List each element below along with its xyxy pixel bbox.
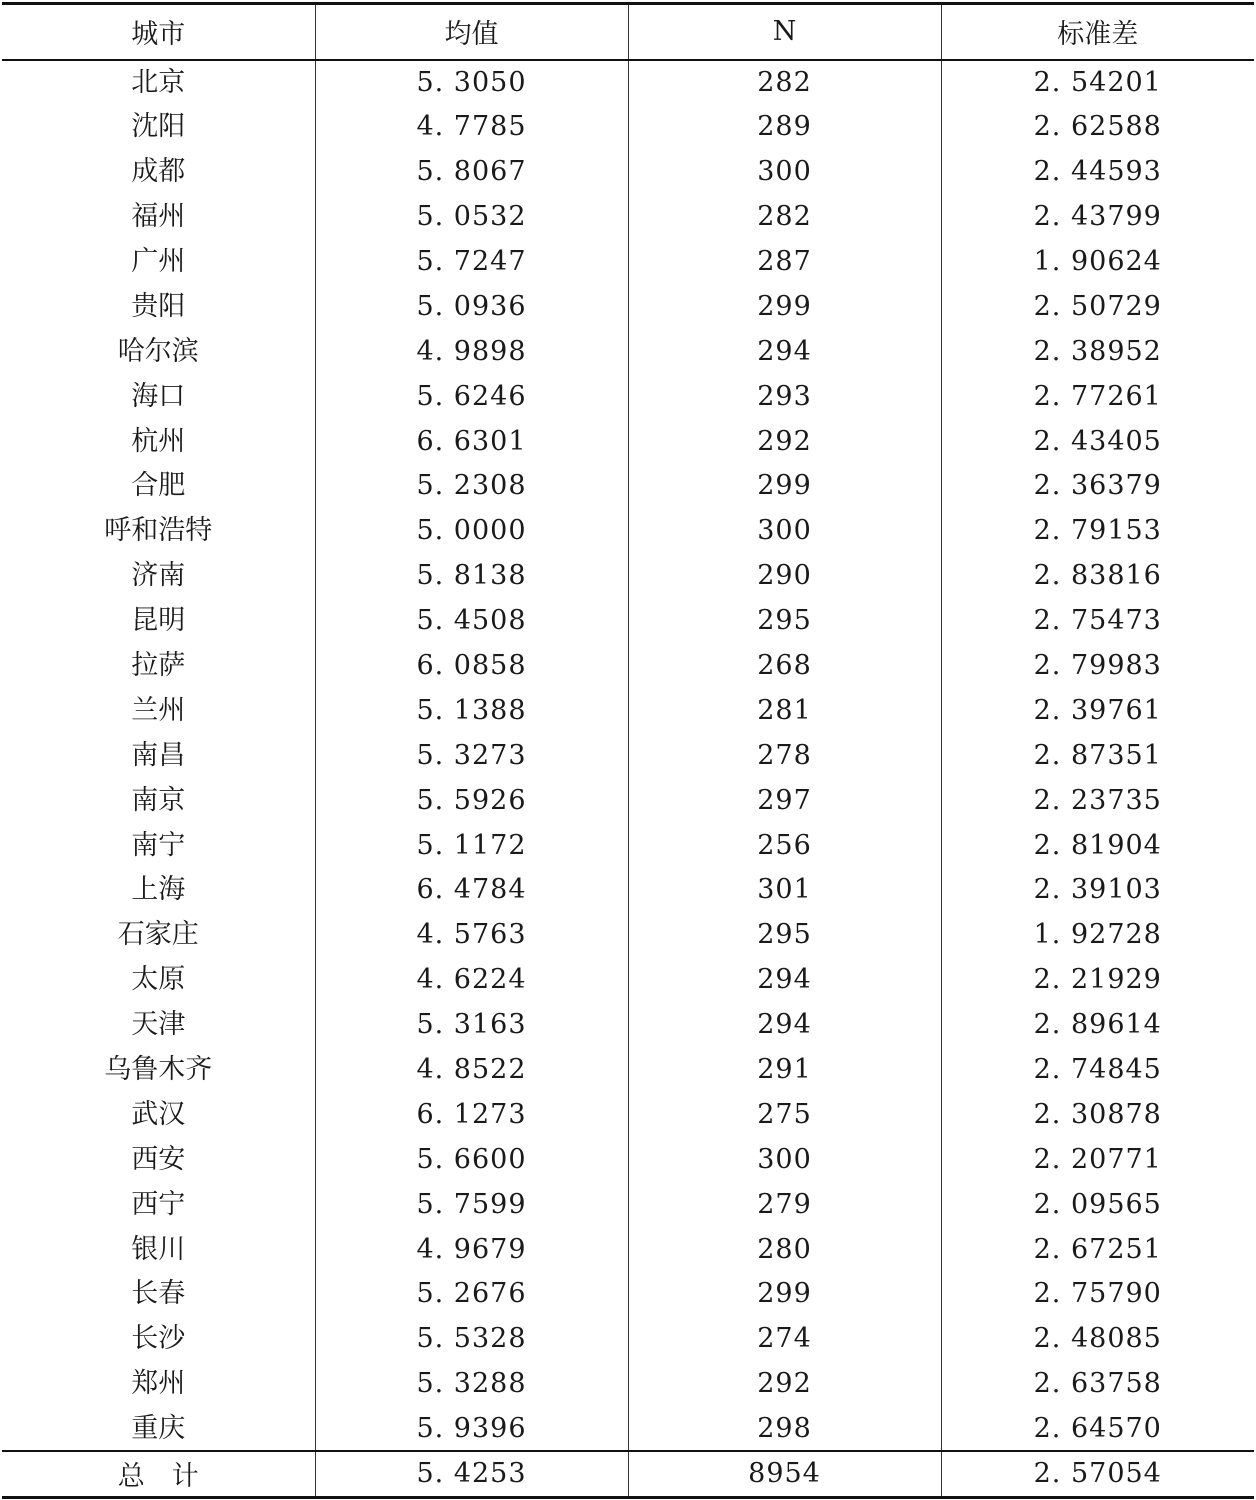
cell-city: 石家庄 bbox=[117, 919, 199, 951]
cell-n: 290 bbox=[628, 553, 941, 598]
cell-n: 299 bbox=[628, 284, 941, 329]
cell-std: 2. 75790 bbox=[941, 1272, 1254, 1317]
table-row bbox=[2, 1137, 1254, 1182]
cell-std: 2. 50729 bbox=[941, 284, 1254, 329]
cell-city: 西安 bbox=[131, 1143, 186, 1175]
cell-n: 268 bbox=[628, 643, 941, 688]
cell-mean: 4. 9679 bbox=[315, 1227, 628, 1272]
cell-n: 282 bbox=[628, 194, 941, 239]
cell-n: 292 bbox=[628, 419, 941, 464]
cell-mean: 6. 1273 bbox=[315, 1092, 628, 1137]
cell-n: 275 bbox=[628, 1092, 941, 1137]
cell-mean: 6. 4784 bbox=[315, 868, 628, 913]
cell-city: 福州 bbox=[131, 201, 186, 233]
table-row bbox=[2, 284, 1254, 329]
cell-std: 2. 48085 bbox=[941, 1316, 1254, 1361]
table-row bbox=[2, 598, 1254, 643]
cell-std: 2. 79983 bbox=[941, 643, 1254, 688]
table-row bbox=[2, 553, 1254, 598]
cell-city: 南昌 bbox=[131, 739, 186, 771]
cell-city: 西宁 bbox=[131, 1188, 186, 1220]
cell-n: 292 bbox=[628, 1361, 941, 1406]
cell-std: 2. 89614 bbox=[941, 1002, 1254, 1047]
cell-mean: 5. 8067 bbox=[315, 149, 628, 194]
cell-std: 2. 38952 bbox=[941, 329, 1254, 374]
cell-std: 2. 74845 bbox=[941, 1047, 1254, 1092]
table-row bbox=[2, 1092, 1254, 1137]
cell-n: 279 bbox=[628, 1182, 941, 1227]
table-row bbox=[2, 60, 1254, 105]
table-row bbox=[2, 1182, 1254, 1227]
header-std: 标准差 bbox=[941, 4, 1254, 60]
cell-n: 289 bbox=[628, 104, 941, 149]
cell-n: 300 bbox=[628, 1137, 941, 1182]
total-row bbox=[2, 1451, 1254, 1497]
table-row bbox=[2, 419, 1254, 464]
cell-city: 海口 bbox=[131, 380, 186, 412]
cell-mean: 5. 6600 bbox=[315, 1137, 628, 1182]
total-mean: 5. 4253 bbox=[315, 1451, 628, 1497]
cell-mean: 5. 8138 bbox=[315, 553, 628, 598]
table-row bbox=[2, 508, 1254, 553]
table-row bbox=[2, 104, 1254, 149]
table-row bbox=[2, 464, 1254, 509]
cell-city: 天津 bbox=[131, 1009, 186, 1041]
table-row bbox=[2, 912, 1254, 957]
cell-n: 300 bbox=[628, 149, 941, 194]
table-row bbox=[2, 194, 1254, 239]
table-row bbox=[2, 957, 1254, 1002]
table-row bbox=[2, 778, 1254, 823]
cell-std: 2. 43799 bbox=[941, 194, 1254, 239]
table-row bbox=[2, 239, 1254, 284]
table-row bbox=[2, 823, 1254, 868]
cell-mean: 5. 2676 bbox=[315, 1272, 628, 1317]
cell-city: 合肥 bbox=[131, 470, 186, 502]
table-row bbox=[2, 1361, 1254, 1406]
cell-mean: 4. 5763 bbox=[315, 912, 628, 957]
table-row bbox=[2, 1316, 1254, 1361]
cell-std: 2. 81904 bbox=[941, 823, 1254, 868]
cell-mean: 5. 3288 bbox=[315, 1361, 628, 1406]
stats-table-container bbox=[2, 2, 1254, 1499]
cell-mean: 5. 3050 bbox=[315, 60, 628, 105]
cell-mean: 5. 1172 bbox=[315, 823, 628, 868]
table-row bbox=[2, 329, 1254, 374]
header-city: 城市 bbox=[2, 4, 315, 60]
cell-mean: 4. 8522 bbox=[315, 1047, 628, 1092]
table-row bbox=[2, 1227, 1254, 1272]
cell-n: 291 bbox=[628, 1047, 941, 1092]
cell-n: 297 bbox=[628, 778, 941, 823]
cell-std: 2. 21929 bbox=[941, 957, 1254, 1002]
cell-n: 294 bbox=[628, 1002, 941, 1047]
cell-n: 282 bbox=[628, 60, 941, 105]
header-n: N bbox=[628, 4, 941, 60]
cell-mean: 5. 9396 bbox=[315, 1406, 628, 1451]
cell-std: 2. 23735 bbox=[941, 778, 1254, 823]
table-row bbox=[2, 1002, 1254, 1047]
cell-mean: 5. 3273 bbox=[315, 733, 628, 778]
cell-std: 2. 44593 bbox=[941, 149, 1254, 194]
table-body bbox=[2, 60, 1254, 1452]
cell-city: 杭州 bbox=[131, 425, 186, 457]
cell-std: 2. 43405 bbox=[941, 419, 1254, 464]
cell-std: 2. 87351 bbox=[941, 733, 1254, 778]
table-row bbox=[2, 868, 1254, 913]
header-row bbox=[2, 4, 1254, 60]
cell-city: 兰州 bbox=[131, 694, 186, 726]
cell-city: 长春 bbox=[131, 1278, 186, 1310]
cell-std: 2. 39761 bbox=[941, 688, 1254, 733]
cell-city: 长沙 bbox=[131, 1323, 186, 1355]
cell-mean: 5. 0936 bbox=[315, 284, 628, 329]
cell-city: 成都 bbox=[131, 156, 186, 188]
cell-n: 295 bbox=[628, 598, 941, 643]
cell-mean: 5. 7247 bbox=[315, 239, 628, 284]
cell-std: 2. 54201 bbox=[941, 60, 1254, 105]
cell-city: 银川 bbox=[131, 1233, 186, 1265]
cell-std: 2. 36379 bbox=[941, 464, 1254, 509]
table-row bbox=[2, 149, 1254, 194]
cell-std: 2. 83816 bbox=[941, 553, 1254, 598]
table-row bbox=[2, 643, 1254, 688]
table-row bbox=[2, 1272, 1254, 1317]
cell-std: 1. 90624 bbox=[941, 239, 1254, 284]
cell-mean: 5. 5328 bbox=[315, 1316, 628, 1361]
cell-mean: 5. 2308 bbox=[315, 464, 628, 509]
cell-n: 293 bbox=[628, 374, 941, 419]
cell-city: 广州 bbox=[131, 246, 186, 277]
cell-city: 北京 bbox=[131, 66, 186, 98]
cell-n: 281 bbox=[628, 688, 941, 733]
cell-mean: 4. 6224 bbox=[315, 957, 628, 1002]
cell-n: 298 bbox=[628, 1406, 941, 1451]
cell-n: 294 bbox=[628, 957, 941, 1002]
table-row bbox=[2, 733, 1254, 778]
cell-mean: 5. 0532 bbox=[315, 194, 628, 239]
cell-mean: 4. 9898 bbox=[315, 329, 628, 374]
cell-std: 1. 92728 bbox=[941, 912, 1254, 957]
cell-std: 2. 62588 bbox=[941, 104, 1254, 149]
total-n: 8954 bbox=[628, 1451, 941, 1497]
cell-city: 济南 bbox=[131, 560, 186, 592]
cell-city: 沈阳 bbox=[131, 111, 186, 143]
cell-mean: 6. 6301 bbox=[315, 419, 628, 464]
cell-n: 295 bbox=[628, 912, 941, 957]
cell-std: 2. 39103 bbox=[941, 868, 1254, 913]
total-label: 总 计 bbox=[2, 1451, 315, 1497]
cell-n: 300 bbox=[628, 508, 941, 553]
cell-n: 301 bbox=[628, 868, 941, 913]
cell-city: 上海 bbox=[131, 874, 186, 906]
cell-std: 2. 77261 bbox=[941, 374, 1254, 419]
cell-std: 2. 67251 bbox=[941, 1227, 1254, 1272]
cell-mean: 5. 6246 bbox=[315, 374, 628, 419]
cell-mean: 6. 0858 bbox=[315, 643, 628, 688]
cell-mean: 5. 3163 bbox=[315, 1002, 628, 1047]
cell-city: 重庆 bbox=[131, 1412, 186, 1444]
cell-city: 武汉 bbox=[131, 1098, 186, 1130]
cell-mean: 5. 0000 bbox=[315, 508, 628, 553]
cell-std: 2. 09565 bbox=[941, 1182, 1254, 1227]
cell-city: 南宁 bbox=[131, 829, 186, 861]
cell-n: 299 bbox=[628, 1272, 941, 1317]
city-stats-table bbox=[2, 2, 1254, 1499]
cell-mean: 5. 5926 bbox=[315, 778, 628, 823]
cell-std: 2. 63758 bbox=[941, 1361, 1254, 1406]
cell-n: 294 bbox=[628, 329, 941, 374]
cell-city: 贵阳 bbox=[131, 290, 186, 322]
table-row bbox=[2, 688, 1254, 733]
table-row bbox=[2, 374, 1254, 419]
cell-n: 280 bbox=[628, 1227, 941, 1272]
cell-city: 郑州 bbox=[131, 1368, 186, 1400]
cell-n: 299 bbox=[628, 464, 941, 509]
cell-std: 2. 79153 bbox=[941, 508, 1254, 553]
table-row bbox=[2, 1047, 1254, 1092]
cell-n: 256 bbox=[628, 823, 941, 868]
table-row bbox=[2, 1406, 1254, 1451]
cell-n: 274 bbox=[628, 1316, 941, 1361]
cell-mean: 5. 7599 bbox=[315, 1182, 628, 1227]
cell-city: 乌鲁木齐 bbox=[104, 1054, 213, 1086]
total-std: 2. 57054 bbox=[941, 1451, 1254, 1497]
cell-std: 2. 75473 bbox=[941, 598, 1254, 643]
cell-mean: 4. 7785 bbox=[315, 104, 628, 149]
cell-city: 哈尔滨 bbox=[117, 335, 199, 367]
cell-mean: 5. 1388 bbox=[315, 688, 628, 733]
cell-n: 287 bbox=[628, 239, 941, 284]
cell-mean: 5. 4508 bbox=[315, 598, 628, 643]
cell-city: 太原 bbox=[131, 964, 186, 996]
cell-city: 昆明 bbox=[131, 605, 186, 637]
cell-std: 2. 30878 bbox=[941, 1092, 1254, 1137]
cell-std: 2. 20771 bbox=[941, 1137, 1254, 1182]
cell-city: 呼和浩特 bbox=[104, 515, 213, 547]
cell-std: 2. 64570 bbox=[941, 1406, 1254, 1451]
cell-n: 278 bbox=[628, 733, 941, 778]
header-mean: 均值 bbox=[315, 4, 628, 60]
cell-city: 南京 bbox=[131, 784, 186, 816]
cell-city: 拉萨 bbox=[131, 650, 186, 682]
